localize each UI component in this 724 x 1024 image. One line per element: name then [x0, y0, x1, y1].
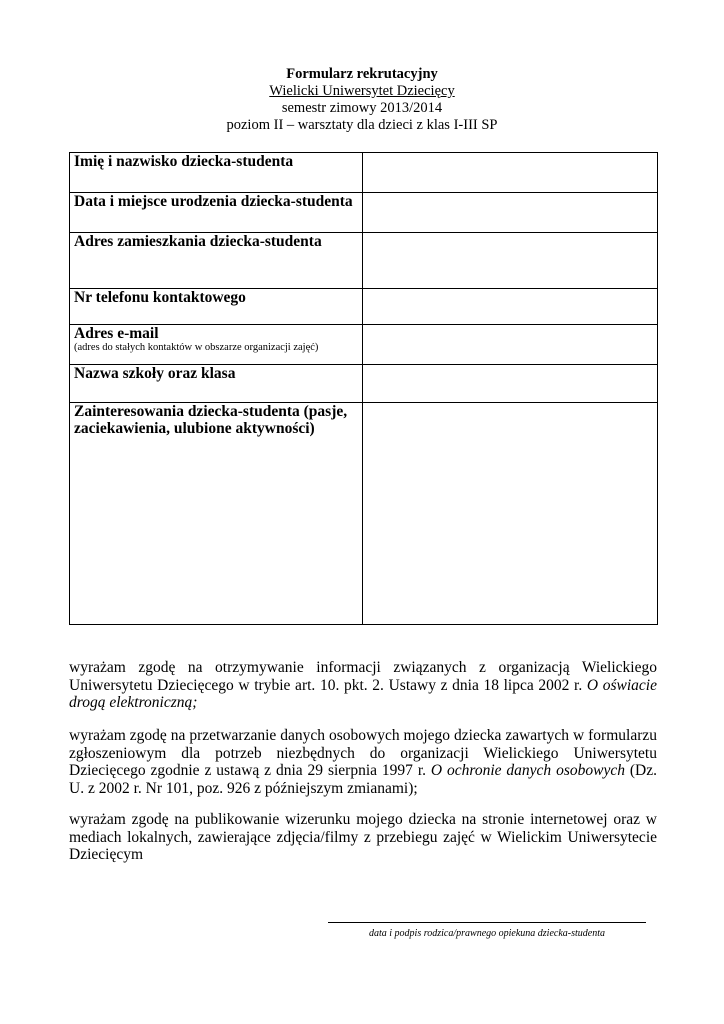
row-child-name: [70, 153, 658, 193]
signature-line[interactable]: [328, 922, 646, 923]
field-phone[interactable]: [363, 289, 658, 325]
level-line: poziom II – warsztaty dla dzieci z klas I-III SP: [226, 117, 498, 133]
semester-line: semestr zimowy 2013/2014: [281, 100, 443, 116]
consent-3-text: wyrażam zgodę na publikowanie wizerunku mojego dziecka na stronie internetowej oraz w mediach lokalnych, zawierające zdjęcia/filmy z przebiegu zajęć w Wielickim Uniwersytecie Dziecięcym: [69, 811, 657, 863]
row-interests: [70, 403, 658, 625]
consent-2-text: wyrażam zgodę na przetwarzanie danych osobowych mojego dziecka zawartych w formularzu zgłoszeniowym dla potrzeb niezbędnych do organizacji Wielickiego Uniwersytetu Dziecięcego zgodnie z ustawą z dnia 29 sierpnia 1997 r.: [69, 727, 657, 779]
row-email: [70, 325, 658, 365]
row-phone: [70, 289, 658, 325]
consent-electronic-info: [69, 659, 657, 712]
field-birth-date-place[interactable]: [363, 193, 658, 233]
label-child-name: Imię i nazwisko dziecka-studenta: [70, 153, 363, 193]
consent-2-italic: O ochronie danych osobowych: [430, 762, 625, 779]
consent-1-italic: O oświacie drogą elektroniczną;: [69, 676, 657, 711]
field-interests[interactable]: [363, 403, 658, 625]
label-school-class: Nazwa szkoły oraz klasa: [70, 365, 363, 403]
email-note: (adres do stałych kontaktów w obszarze organizacji zajęć): [74, 342, 319, 353]
field-child-name[interactable]: [363, 153, 658, 193]
label-phone: Nr telefonu kontaktowego: [70, 289, 363, 325]
label-email: Adres e-mail: [74, 325, 159, 342]
consent-2-tail: (Dz. U. z 2002 r. Nr 101, poz. 926 z późniejszym zmianami);: [69, 762, 657, 797]
row-birth-date-place: [70, 193, 658, 233]
registration-table: [69, 152, 658, 625]
label-address: Adres zamieszkania dziecka-studenta: [70, 233, 363, 289]
field-address[interactable]: [363, 233, 658, 289]
signature-caption: data i podpis rodzica/prawnego opiekuna dziecka-studenta: [369, 928, 605, 939]
label-interests: Zainteresowania dziecka-studenta (pasje, zaciekawienia, ulubione aktywności): [70, 403, 363, 625]
row-address: [70, 233, 658, 289]
consent-data-processing: [69, 727, 657, 797]
field-email[interactable]: [363, 325, 658, 365]
organization-name: Wielicki Uniwersytet Dziecięcy: [269, 83, 455, 99]
consent-image-publication: [69, 811, 657, 864]
form-title: Formularz rekrutacyjny: [286, 66, 438, 82]
label-email-cell: [70, 325, 363, 365]
consent-1-text: wyrażam zgodę na otrzymywanie informacji związanych z organizacją Wielickiego Uniwersytetu Dziecięcego w trybie art. 10. pkt. 2. Ustawy z dnia 18 lipca 2002 r.: [69, 659, 657, 694]
form-header: [0, 66, 724, 134]
row-school-class: [70, 365, 658, 403]
label-birth-date-place: Data i miejsce urodzenia dziecka-studenta: [70, 193, 363, 233]
field-school-class[interactable]: [363, 365, 658, 403]
